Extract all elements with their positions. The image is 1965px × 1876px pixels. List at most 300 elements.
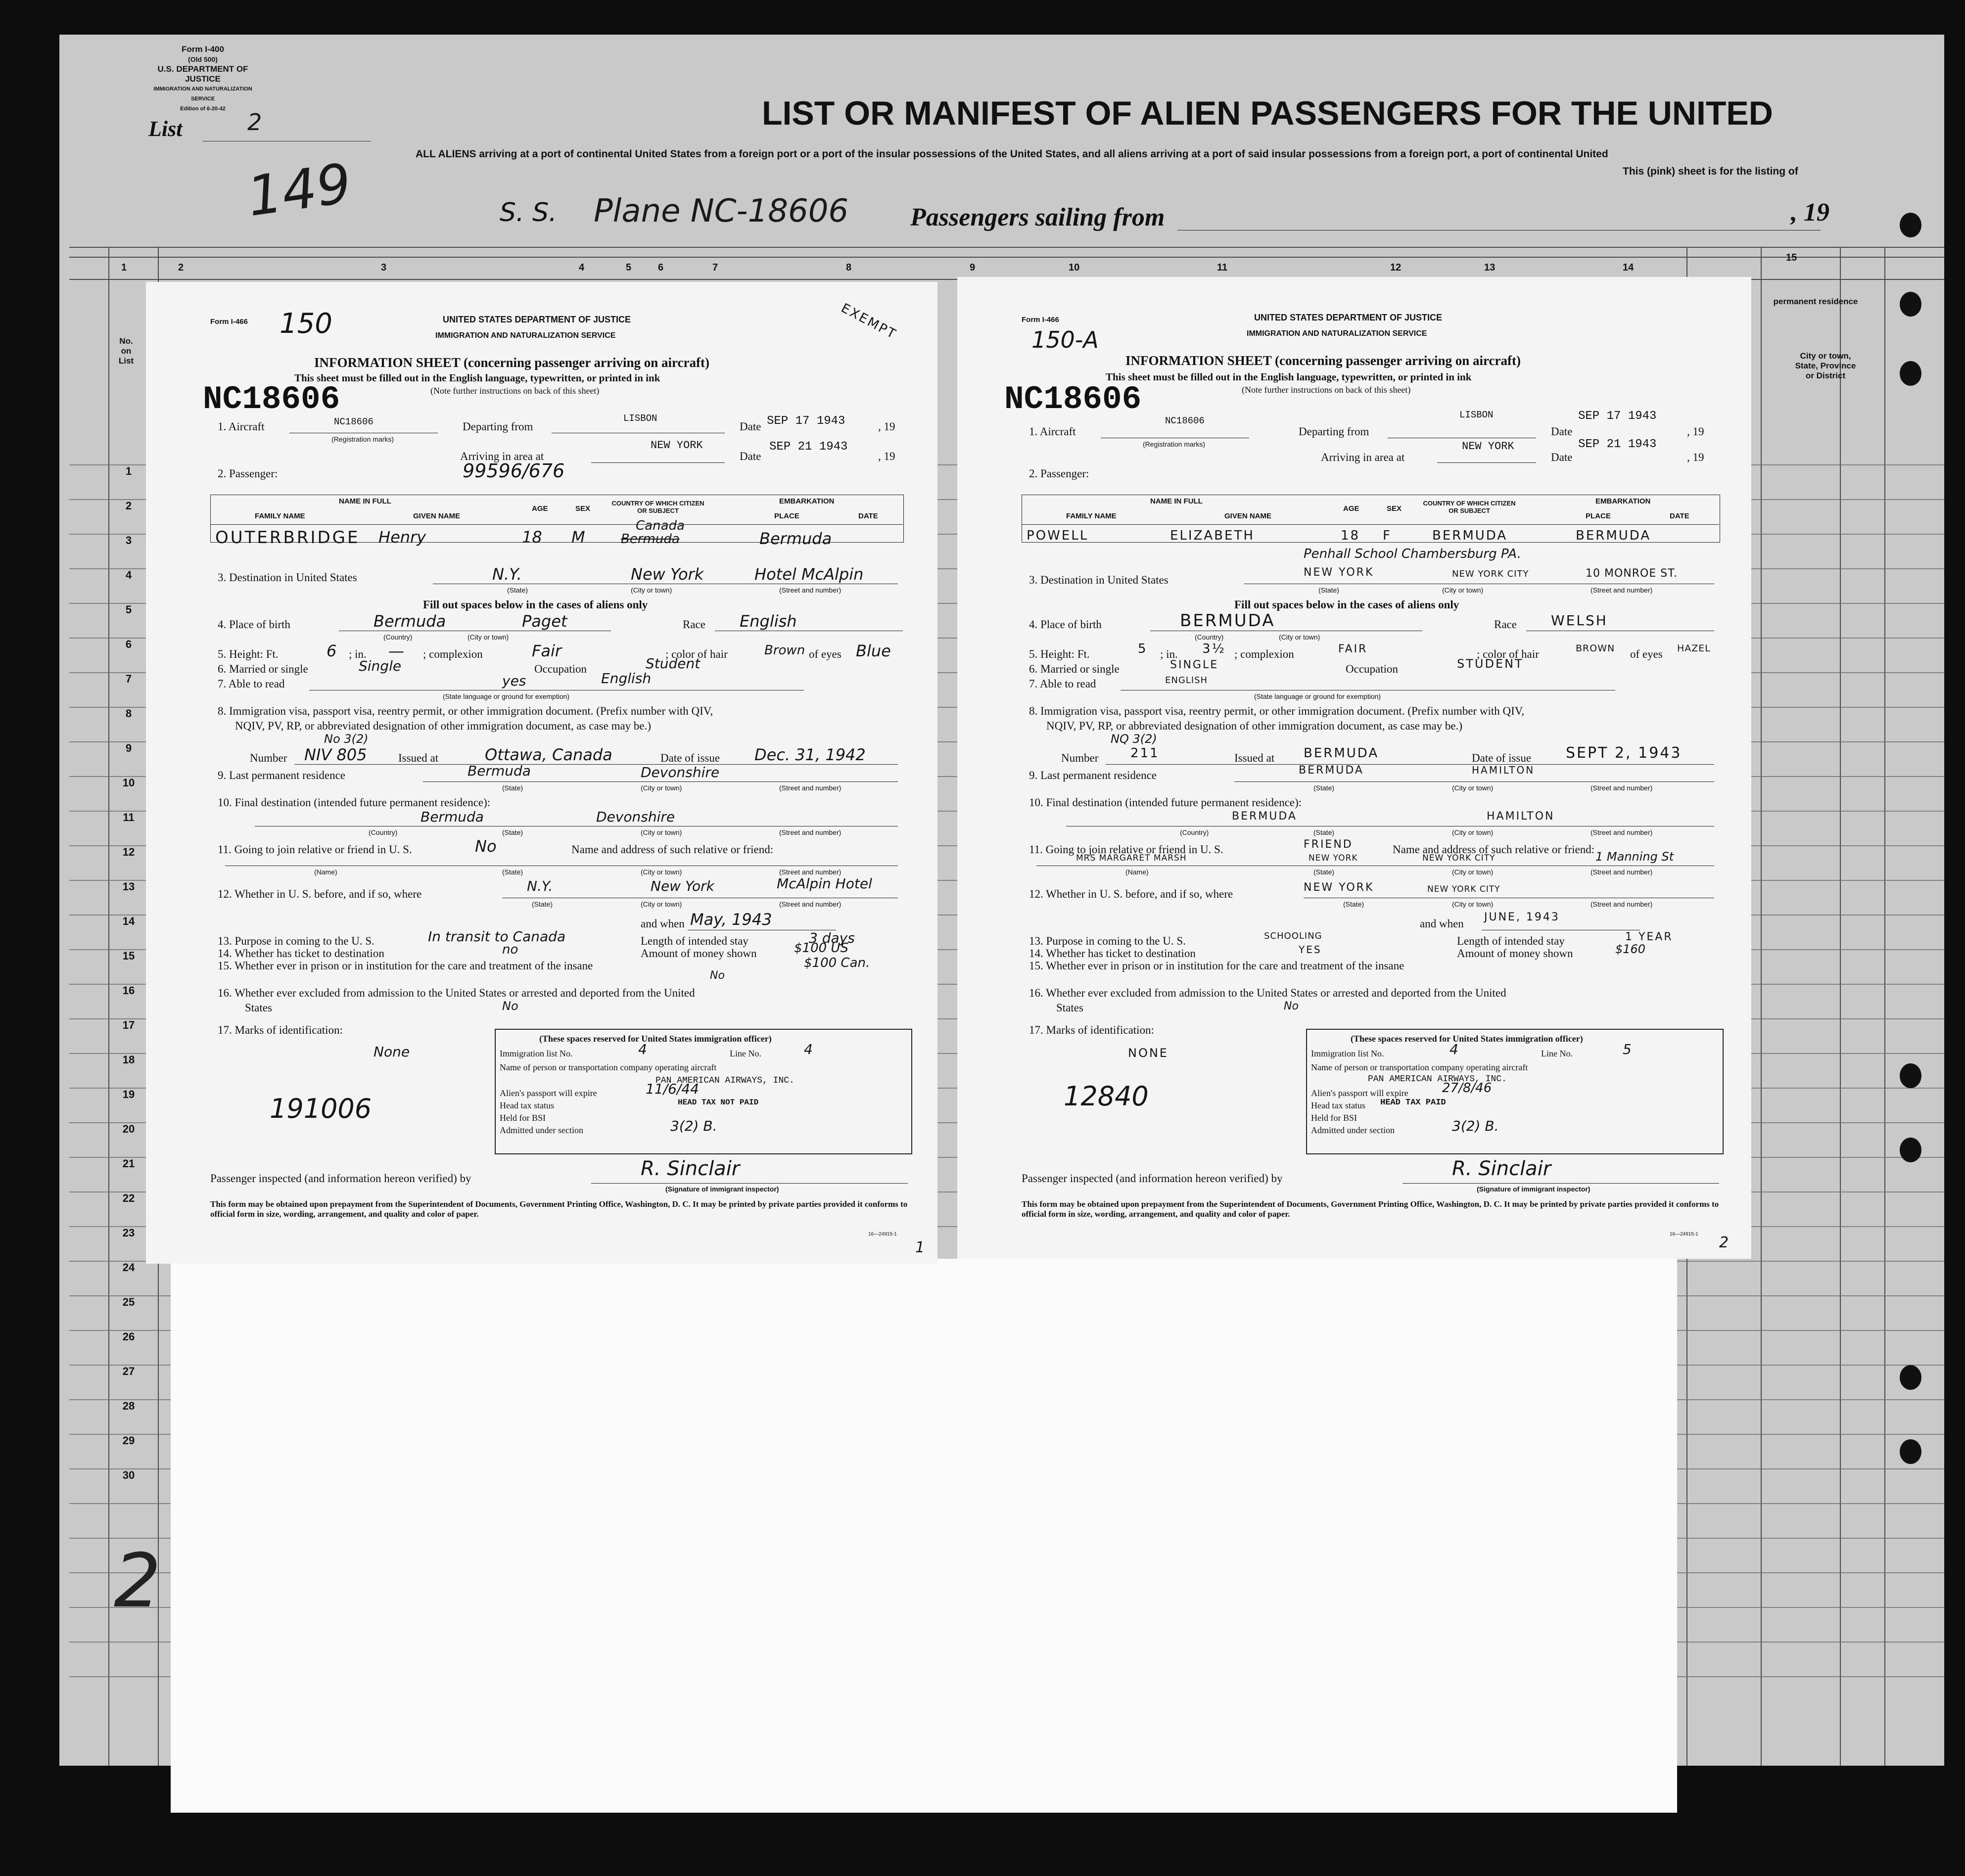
height-feet: 6	[327, 641, 337, 660]
date-label: Date	[1551, 425, 1573, 438]
arriving-value: NEW YORK	[651, 439, 703, 452]
box-line-label: Line No.	[1541, 1049, 1573, 1058]
complexion-value: Fair	[532, 641, 562, 660]
box-imm-list-label: Immigration list No.	[1311, 1049, 1384, 1058]
married-label: 6. Married or single	[1029, 663, 1120, 675]
date-header: DATE	[858, 512, 878, 520]
row-number: 11	[123, 811, 135, 824]
before-state: NEW YORK	[1304, 881, 1374, 894]
state-caption: (State)	[1318, 586, 1340, 594]
aircraft-number-large: NC18606	[203, 381, 340, 418]
stay-value: 1 YEAR	[1625, 931, 1673, 943]
ship-prefix: S. S.	[500, 198, 557, 228]
read-value: yes	[502, 673, 526, 689]
name-in-full-header: NAME IN FULL	[339, 497, 391, 505]
signature-caption: (Signature of immigrant inspector)	[665, 1185, 779, 1193]
box-imm-list-label: Immigration list No.	[500, 1049, 573, 1058]
row-number: 17	[122, 1019, 135, 1031]
city-caption: (City or town)	[1452, 828, 1494, 836]
sheet-instruction: This sheet must be filled out in the English language, typewritten, or printed in ink	[1106, 371, 1472, 383]
header-line: City or town,	[1800, 351, 1851, 361]
eyes-value: Blue	[856, 641, 891, 660]
destination-note: Penhall School Chambersburg PA.	[1304, 547, 1521, 561]
sheet-note: (Note further instructions on back of this sheet)	[1242, 385, 1411, 395]
birth-country: BERMUDA	[1180, 611, 1275, 631]
last-residence-1: BERMUDA	[1299, 764, 1364, 777]
purpose-value: In transit to Canada	[428, 928, 566, 945]
stay-label: Length of intended stay	[1457, 935, 1565, 947]
eyes-label: of eyes	[1630, 648, 1663, 660]
departing-label: Departing from	[1299, 425, 1369, 438]
family-name-value: POWELL	[1027, 528, 1089, 543]
footer-text: This form may be obtained upon prepayment from the Superintendent of Documents, Government Printing Office, Washington, D. C. It may be printed by private parties provided it conforms to official form in size, wording, arrangement, and quality and color of paper.	[1022, 1199, 1719, 1219]
before-city: NEW YORK CITY	[1427, 884, 1500, 894]
age-value: 18	[1341, 528, 1360, 543]
exempt-stamp: EXEMPT	[839, 300, 899, 343]
given-name-header: GIVEN NAME	[413, 512, 461, 520]
box-line-label: Line No.	[730, 1049, 761, 1058]
year-suffix: , 19	[878, 420, 895, 433]
name-in-full-header: NAME IN FULL	[1150, 497, 1203, 505]
place-header: PLACE	[1586, 512, 1611, 520]
height-feet: 5	[1138, 641, 1148, 656]
date-issue-value: Dec. 31, 1942	[754, 745, 866, 764]
visa-text-1: 8. Immigration visa, passport visa, reentry permit, or other immigration document. (Prefix number with QIV,	[218, 705, 713, 717]
join-label-2: Name and address of such relative or friend:	[1393, 843, 1595, 856]
box-passport-label: Alien's passport will expire	[500, 1088, 597, 1098]
citizen-header: COUNTRY OF WHICH CITIZEN OR SUBJECT	[1423, 500, 1516, 514]
aircraft-value: NC18606	[1165, 415, 1205, 426]
ticket-value: YES	[1299, 944, 1322, 956]
country-caption: (Country)	[369, 828, 398, 836]
married-value: Single	[359, 658, 402, 674]
row-number: 28	[122, 1400, 135, 1412]
before-label: 12. Whether in U. S. before, and if so, where	[218, 888, 422, 900]
box-operator-label: Name of person or transportation company operating aircraft	[1311, 1062, 1528, 1072]
col-number: 2	[178, 262, 184, 273]
header-line: List	[118, 356, 134, 366]
aircraft-value: NC18606	[334, 416, 374, 427]
binder-hole	[1900, 361, 1921, 386]
issued-label: Issued at	[398, 752, 439, 764]
departing-label: Departing from	[463, 420, 533, 433]
birth-city: Paget	[522, 612, 567, 631]
marks-value: NONE	[1128, 1046, 1169, 1060]
row-number: 29	[122, 1434, 135, 1447]
arriving-label: Arriving in area at	[1321, 451, 1405, 463]
when-label: and when	[641, 917, 685, 930]
form-line: Form I-400	[182, 45, 224, 54]
family-name-value: OUTERBRIDGE	[215, 528, 360, 548]
row-number: 2	[125, 500, 132, 512]
registration-caption: (Registration marks)	[1143, 440, 1206, 448]
street-caption: (Street and number)	[1591, 586, 1653, 594]
form-number: Form I-466	[1022, 316, 1059, 324]
friend-street: 1 Manning St	[1595, 850, 1674, 864]
row-number: 19	[122, 1088, 135, 1100]
join-label: 11. Going to join relative or friend in U. S.	[218, 843, 412, 856]
signature-underline	[1403, 1183, 1719, 1184]
visa-underline	[294, 764, 898, 765]
hair-label: ; color of hair	[665, 648, 728, 660]
language-caption: (State language or ground for exemption)	[443, 692, 570, 700]
corner-mark: 2	[1719, 1234, 1729, 1251]
excluded-label: 16. Whether ever excluded from admission to the United States or arrested and deported from the United	[218, 987, 695, 999]
arriving-underline	[1437, 462, 1536, 463]
box-operator-value: PAN AMERICAN AIRWAYS, INC.	[1368, 1074, 1507, 1084]
when-value: May, 1943	[690, 910, 772, 929]
name-divider	[1022, 524, 1719, 525]
state-caption: (State)	[502, 828, 523, 836]
city-caption: (City or town)	[641, 828, 682, 836]
read-language: English	[601, 670, 652, 686]
prison-label: 15. Whether ever in prison or in institution for the care and treatment of the insane	[1029, 960, 1404, 972]
city-caption: (City or town)	[641, 900, 682, 908]
before-city: New York	[651, 878, 714, 894]
citizen-value: Canada	[636, 518, 685, 533]
state-caption: (State)	[502, 868, 523, 876]
read-language: ENGLISH	[1165, 675, 1208, 686]
box-admitted-value: 3(2) B.	[670, 1118, 717, 1134]
excluded-value: No	[502, 999, 518, 1013]
corner-mark: 1	[915, 1239, 925, 1256]
last-residence-underline	[423, 781, 898, 782]
row-number: 21	[122, 1157, 135, 1170]
final-destination-2: HAMILTON	[1487, 810, 1555, 823]
money-label: Amount of money shown	[641, 947, 757, 960]
citizen-value: BERMUDA	[1432, 528, 1508, 543]
signature-caption: (Signature of immigrant inspector)	[1477, 1185, 1591, 1193]
height-label: 5. Height: Ft.	[1029, 648, 1090, 660]
state-caption: (State)	[507, 586, 528, 594]
form-line: (Old 500)	[188, 55, 218, 63]
col-number: 3	[381, 262, 387, 273]
info-sheet-right	[957, 277, 1751, 1259]
row-number: 22	[122, 1192, 135, 1204]
city-caption: (City or town)	[1452, 900, 1494, 908]
married-label: 6. Married or single	[218, 663, 308, 675]
join-label-2: Name and address of such relative or friend:	[571, 843, 774, 856]
final-destination-1: Bermuda	[421, 809, 484, 825]
join-value: No	[475, 837, 497, 856]
embarkation-place-value: Bermuda	[759, 529, 832, 548]
given-name-header: GIVEN NAME	[1224, 512, 1272, 520]
sex-value: F	[1383, 528, 1392, 543]
height-inches: —	[388, 641, 404, 660]
street-caption: (Street and number)	[1591, 828, 1653, 836]
box-bsi-label: Held for BSI	[500, 1113, 546, 1123]
passenger-number: 99596/676	[463, 460, 565, 482]
country-caption: (Country)	[1180, 828, 1209, 836]
service-title: IMMIGRATION AND NATURALIZATION SERVICE	[435, 331, 616, 340]
arrival-date: SEP 21 1943	[1578, 438, 1657, 451]
embarkation-place-value: BERMUDA	[1576, 528, 1651, 543]
arriving-underline	[591, 462, 725, 463]
col-number: 8	[846, 262, 852, 273]
citizen-struck-value: Bermuda	[621, 532, 680, 547]
col-number: 11	[1217, 262, 1228, 273]
hair-label: ; color of hair	[1477, 648, 1539, 660]
permanent-residence-header: permanent residence	[1773, 297, 1858, 306]
inches-label: ; in.	[349, 648, 367, 660]
sheet-title: INFORMATION SHEET (concerning passenger arriving on aircraft)	[314, 355, 709, 370]
date-label: Date	[740, 450, 761, 462]
passenger-label: 2. Passenger:	[218, 467, 278, 480]
row-number: 26	[122, 1330, 135, 1343]
complexion-label: ; complexion	[1234, 648, 1294, 660]
city-caption: (City or town)	[1452, 784, 1494, 792]
aircraft-number-large: NC18606	[1004, 381, 1142, 418]
header-line: State, Province	[1795, 361, 1856, 370]
box-line-value: 4	[804, 1041, 813, 1057]
state-caption: (State)	[532, 900, 553, 908]
manifest-subtitle-2: This (pink) sheet is for the listing of	[1623, 166, 1798, 177]
form-number: Form I-466	[210, 318, 248, 326]
row-number: 8	[125, 707, 132, 720]
inches-label: ; in.	[1160, 648, 1178, 660]
ticket-value: no	[502, 942, 518, 957]
row-number: 3	[125, 534, 132, 547]
row-number: 27	[122, 1365, 135, 1377]
last-residence-2: Devonshire	[641, 764, 720, 780]
city-caption: (City or town)	[1279, 633, 1320, 641]
issued-label: Issued at	[1234, 752, 1275, 764]
row-number: 12	[122, 846, 135, 858]
friend-city: NEW YORK CITY	[1422, 853, 1496, 863]
friend-name: MRS MARGARET MARSH	[1076, 853, 1187, 863]
date-label: Date	[1551, 451, 1573, 463]
excluded-value: No	[1284, 1000, 1299, 1012]
city-caption: (City or town)	[1452, 868, 1494, 876]
eyes-label: of eyes	[809, 648, 842, 660]
col-number: 9	[970, 262, 976, 273]
visa-number: 211	[1130, 746, 1160, 761]
money-value: $160	[1615, 942, 1646, 956]
footer-text: This form may be obtained upon prepayment from the Superintendent of Documents, Government Printing Office, Washington, D. C. It may be printed by private parties provided it conforms to official form in size, wording, arrangement, and quality and color of paper.	[210, 1199, 908, 1219]
col-number: 14	[1623, 262, 1634, 273]
dept-title: UNITED STATES DEPARTMENT OF JUSTICE	[443, 315, 631, 324]
departing-value: LISBON	[623, 413, 657, 424]
marks-label: 17. Marks of identification:	[218, 1024, 343, 1036]
street-caption: (Street and number)	[779, 828, 842, 836]
row-number: 20	[122, 1123, 135, 1135]
street-caption: (Street and number)	[1591, 868, 1653, 876]
col-number: 1	[121, 262, 127, 273]
col-number: 13	[1484, 262, 1496, 273]
margin-mark: 2	[114, 1538, 161, 1624]
col-number: 4	[579, 262, 585, 273]
before-street: McAlpin Hotel	[777, 875, 872, 892]
country-caption: (Country)	[1195, 633, 1224, 641]
stay-label: Length of intended stay	[641, 935, 749, 947]
destination-state: N.Y.	[492, 565, 522, 584]
row-number: 7	[125, 673, 132, 685]
hair-value: Brown	[764, 643, 805, 658]
language-caption: (State language or ground for exemption)	[1254, 692, 1381, 700]
family-name-header: FAMILY NAME	[255, 512, 305, 520]
box-imm-list-value: 4	[638, 1041, 647, 1057]
aliens-only-note: Fill out spaces below in the cases of aliens only	[423, 598, 648, 611]
read-label: 7. Able to read	[218, 678, 285, 690]
state-caption: (State)	[1313, 784, 1335, 792]
header-line: or District	[1805, 371, 1846, 380]
departure-date: SEP 17 1943	[767, 414, 845, 428]
before-state: N.Y.	[527, 878, 553, 894]
box-line-value: 5	[1623, 1041, 1632, 1057]
stay-value: 3 days	[809, 930, 855, 946]
when-label: and when	[1420, 917, 1464, 930]
box-admitted-label: Admitted under section	[1311, 1125, 1395, 1135]
height-inches: 3½	[1202, 641, 1226, 656]
ticket-label: 14. Whether has ticket to destination	[218, 947, 384, 960]
sex-value: M	[571, 528, 585, 547]
sailing-label: Passengers sailing from	[910, 203, 1165, 231]
box-operator-value: PAN AMERICAN AIRWAYS, INC.	[655, 1076, 795, 1086]
binder-hole	[1900, 1439, 1921, 1464]
row-number: 23	[122, 1227, 135, 1239]
birth-label: 4. Place of birth	[218, 618, 290, 631]
city-caption: (City or town)	[631, 586, 672, 594]
date-issue-value: SEPT 2, 1943	[1566, 744, 1682, 762]
arriving-label: Arriving in area at	[460, 450, 544, 462]
street-caption: (Street and number)	[779, 784, 842, 792]
footer-code: 16—24915-1	[868, 1232, 897, 1237]
inspector-signature: R. Sinclair	[641, 1157, 740, 1180]
excluded-label: 16. Whether ever excluded from admission to the United States or arrested and deported from the United	[1029, 987, 1506, 999]
occupation-value: Student	[646, 655, 701, 672]
visa-text-1: 8. Immigration visa, passport visa, reentry permit, or other immigration document. (Prefix number with QIV,	[1029, 705, 1525, 717]
visa-underline	[1106, 764, 1714, 765]
sheet-title: INFORMATION SHEET (concerning passenger arriving on aircraft)	[1125, 353, 1521, 368]
box-passport-value: 27/8/46	[1442, 1081, 1492, 1096]
number-label: Number	[1061, 752, 1099, 764]
birth-label: 4. Place of birth	[1029, 618, 1102, 631]
sheet-note: (Note further instructions on back of this sheet)	[430, 386, 600, 396]
eyes-value: HAZEL	[1677, 643, 1711, 654]
row-number: 10	[122, 777, 135, 789]
binder-hole	[1900, 1063, 1921, 1088]
sheet-instruction: This sheet must be filled out in the English language, typewritten, or printed in ink	[294, 372, 660, 384]
citizen-header: COUNTRY OF WHICH CITIZEN OR SUBJECT	[611, 500, 704, 514]
manifest-title: LIST OR MANIFEST OF ALIEN PASSENGERS FOR THE UNITED	[762, 94, 1773, 132]
purpose-label: 13. Purpose in coming to the U. S.	[218, 935, 374, 947]
row-number: 30	[122, 1469, 135, 1481]
form-line: U.S. DEPARTMENT OF JUSTICE	[157, 64, 248, 84]
money-value-2: $100 Can.	[804, 956, 870, 970]
box-headtax-value: HEAD TAX PAID	[1380, 1098, 1446, 1107]
row-number: 14	[122, 915, 135, 927]
binder-hole	[1900, 1365, 1921, 1390]
join-value: FRIEND	[1304, 838, 1353, 851]
box-admitted-label: Admitted under section	[500, 1125, 583, 1135]
box-admitted-value: 3(2) B.	[1452, 1118, 1499, 1134]
row-number: 6	[125, 638, 132, 650]
no-on-list-header	[109, 336, 143, 366]
departure-date: SEP 17 1943	[1578, 410, 1657, 423]
complexion-label: ; complexion	[423, 648, 483, 660]
col-number: 6	[658, 262, 664, 273]
money-value-1: $100 US	[794, 941, 848, 956]
name-caption: (Name)	[314, 868, 337, 876]
state-caption: (State)	[502, 784, 523, 792]
race-label: Race	[683, 618, 705, 631]
header-line: on	[121, 346, 132, 356]
box-headtax-label: Head tax status	[500, 1100, 554, 1110]
sheet-number: 150-A	[1031, 326, 1099, 353]
row-number: 24	[122, 1261, 135, 1274]
box-imm-list-value: 4	[1450, 1041, 1458, 1057]
ticket-label: 14. Whether has ticket to destination	[1029, 947, 1196, 960]
page-number: 149	[243, 151, 355, 229]
passenger-label: 2. Passenger:	[1029, 467, 1089, 480]
binder-hole	[1900, 213, 1921, 237]
street-caption: (Street and number)	[1591, 784, 1653, 792]
last-residence-label: 9. Last permanent residence	[218, 769, 345, 781]
info-sheet-left	[146, 282, 937, 1264]
destination-street: Hotel McAlpin	[754, 565, 864, 584]
blank-card	[171, 1259, 1677, 1813]
dept-title: UNITED STATES DEPARTMENT OF JUSTICE	[1254, 313, 1443, 322]
year-suffix: , 19	[1687, 451, 1704, 463]
box-passport-label: Alien's passport will expire	[1311, 1088, 1408, 1098]
visa-prefix: NQ 3(2)	[1111, 732, 1157, 746]
aircraft-label: 1. Aircraft	[1029, 425, 1076, 438]
row-number: 18	[122, 1053, 135, 1066]
year-suffix: , 19	[1687, 425, 1704, 438]
state-caption: (State)	[1313, 828, 1335, 836]
occupation-label: Occupation	[1346, 663, 1399, 675]
year-suffix: , 19	[878, 450, 895, 462]
height-label: 5. Height: Ft.	[218, 648, 279, 660]
inspector-signature: R. Sinclair	[1452, 1157, 1551, 1180]
age-header: AGE	[532, 504, 548, 513]
hair-value: BROWN	[1576, 643, 1615, 654]
complexion-value: FAIR	[1338, 643, 1368, 655]
prison-label: 15. Whether ever in prison or in institution for the care and treatment of the insane	[218, 960, 593, 972]
occupation-value: STUDENT	[1457, 657, 1524, 671]
col-number: 7	[712, 262, 718, 273]
prison-value: No	[710, 969, 725, 982]
destination-city: NEW YORK CITY	[1452, 569, 1529, 579]
date-label: Date	[740, 420, 761, 433]
street-caption: (Street and number)	[779, 868, 842, 876]
destination-street: 10 MONROE ST.	[1586, 567, 1678, 580]
officer-box-title: (These spaces reserved for United States immigration officer)	[539, 1034, 772, 1044]
excluded-label-2: States	[245, 1002, 272, 1014]
aliens-only-note: Fill out spaces below in the cases of aliens only	[1234, 598, 1459, 611]
arrival-date: SEP 21 1943	[769, 440, 848, 454]
box-passport-value: 11/6/44	[646, 1081, 699, 1097]
city-caption: (City or town)	[1442, 586, 1484, 594]
list-value: 2	[247, 109, 262, 136]
final-destination-label: 10. Final destination (intended future permanent residence):	[1029, 796, 1302, 809]
box-bsi-label: Held for BSI	[1311, 1113, 1357, 1123]
marks-label: 17. Marks of identification:	[1029, 1024, 1154, 1036]
purpose-value: SCHOOLING	[1264, 931, 1322, 941]
given-name-value: ELIZABETH	[1170, 528, 1255, 543]
family-name-header: FAMILY NAME	[1066, 512, 1117, 520]
street-caption: (Street and number)	[779, 586, 842, 594]
destination-label: 3. Destination in United States	[218, 571, 357, 584]
signature-underline	[591, 1183, 908, 1184]
final-destination-2: Devonshire	[596, 809, 675, 825]
join-label: 11. Going to join relative or friend in U. S.	[1029, 843, 1223, 856]
col-number: 5	[626, 262, 632, 273]
city-town-header	[1776, 351, 1875, 381]
visa-text-2: NQIV, PV, RP, or abbreviated designation of other immigration document, as case may be.)	[235, 720, 652, 732]
sex-header: SEX	[1387, 504, 1402, 513]
issued-at-value: Ottawa, Canada	[485, 745, 612, 764]
